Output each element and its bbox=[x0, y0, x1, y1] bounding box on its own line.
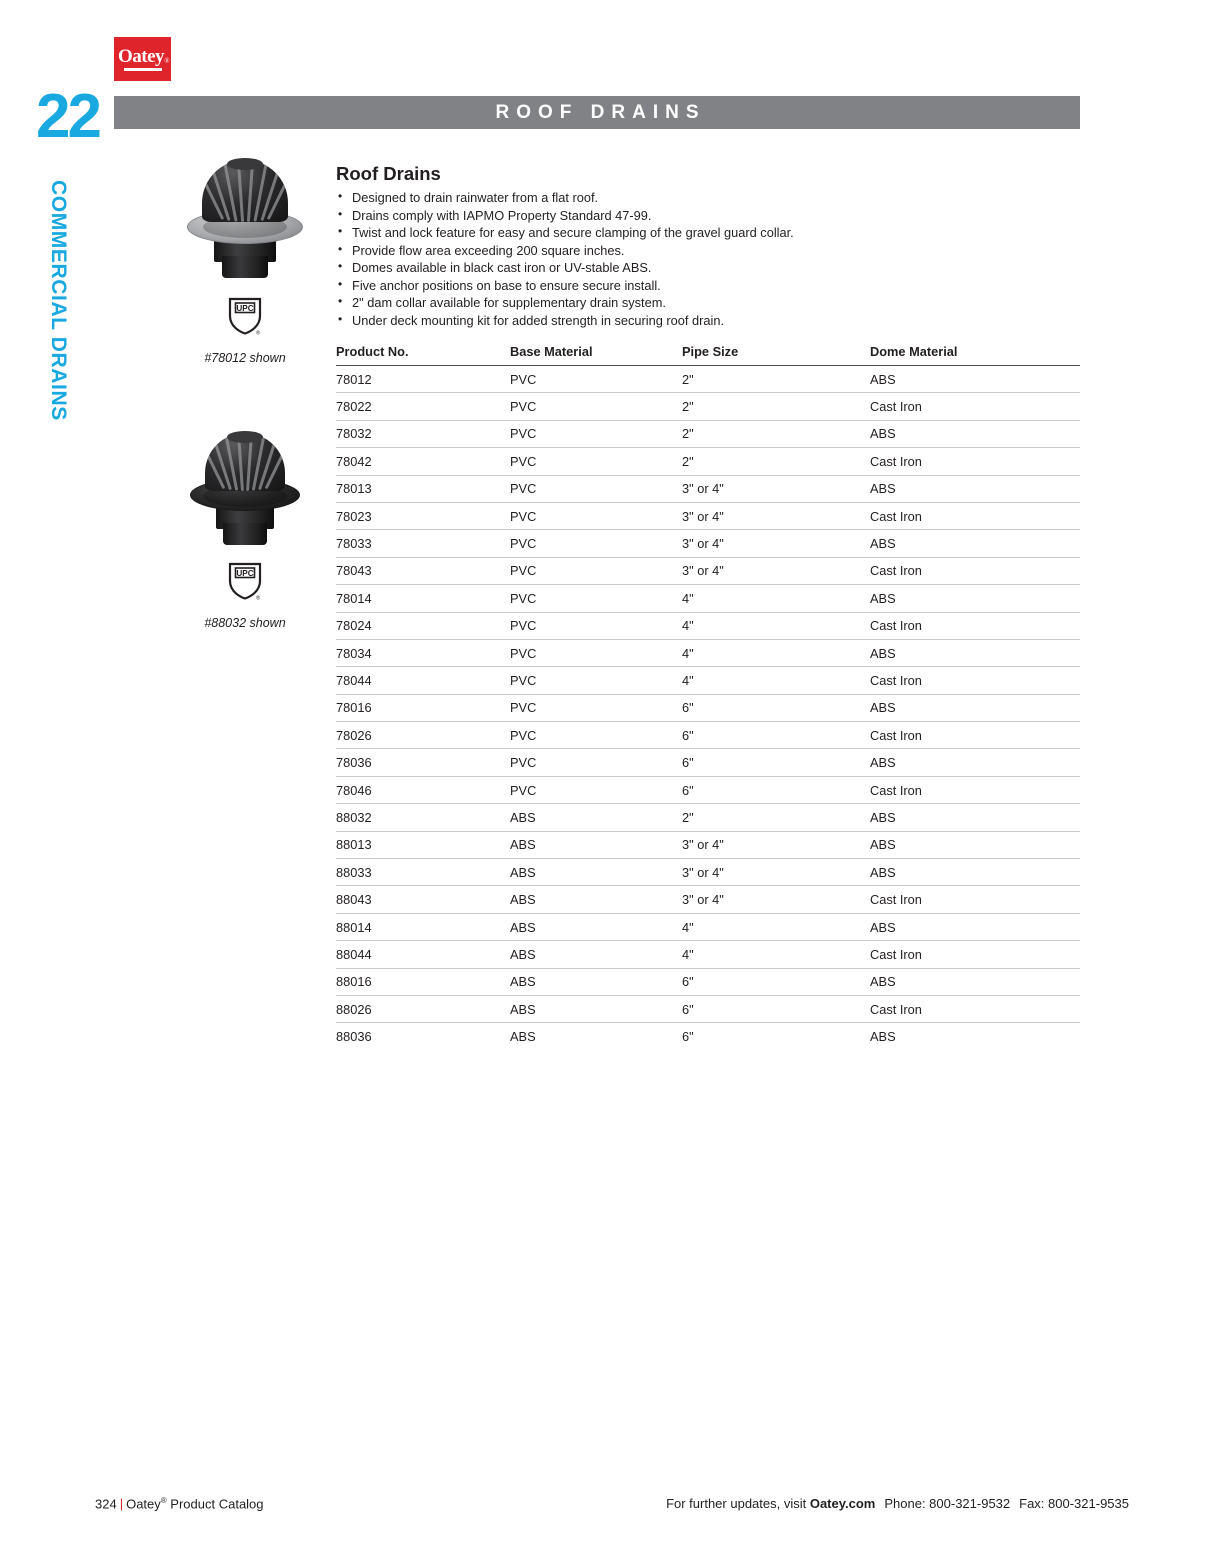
table-row bbox=[336, 831, 1080, 858]
cell-dome-material: ABS bbox=[870, 1029, 896, 1045]
cell-base-material: PVC bbox=[510, 639, 682, 666]
page-footer bbox=[0, 1496, 1224, 1520]
cell-pipe-size: 3" or 4" bbox=[682, 859, 870, 886]
cell-base-material: ABS bbox=[510, 1029, 536, 1045]
table-row bbox=[336, 776, 1080, 803]
table-row bbox=[336, 366, 1080, 393]
cell-dome-material: ABS bbox=[870, 913, 1080, 940]
cell-base-material: ABS bbox=[510, 968, 682, 995]
table-header bbox=[336, 344, 1080, 366]
table-row bbox=[336, 502, 1080, 529]
list-item: • 2" dam collar available for supplementary drain system. bbox=[336, 294, 1080, 312]
cell-product-no: 78012 bbox=[336, 366, 510, 393]
cell-product-no: 78044 bbox=[336, 667, 510, 694]
footer-right-text bbox=[666, 1496, 1129, 1511]
cell-dome-material: Cast Iron bbox=[870, 776, 1080, 803]
cell-product-no: 88026 bbox=[336, 995, 510, 1022]
drain-spigot bbox=[222, 256, 268, 278]
footer-fax: Fax: 800-321-9535 bbox=[1019, 1496, 1129, 1511]
cell-product-no: 78032 bbox=[336, 420, 510, 447]
cell-pipe-size: 3" or 4" bbox=[682, 502, 870, 529]
table-row bbox=[336, 913, 1080, 940]
cell-product-no: 78046 bbox=[336, 776, 510, 803]
list-item: • Drains comply with IAPMO Property Standard 47-99. bbox=[336, 207, 1080, 225]
cell-pipe-size: 2" bbox=[682, 804, 870, 831]
cell-dome-material: ABS bbox=[870, 475, 1080, 502]
cell-product-no: 78016 bbox=[336, 694, 510, 721]
list-item: • Designed to drain rainwater from a flat roof. bbox=[336, 189, 1080, 207]
oatey-logo-underline bbox=[124, 68, 162, 71]
product-figure-78012 bbox=[160, 160, 330, 365]
cell-product-no: 88014 bbox=[336, 913, 510, 940]
cell-product-no: 88044 bbox=[336, 941, 510, 968]
cell-base-material: ABS bbox=[510, 995, 682, 1022]
cell-dome-material: Cast Iron bbox=[870, 393, 1080, 420]
cell-pipe-size: 3" or 4" bbox=[682, 475, 870, 502]
oatey-logo bbox=[114, 37, 171, 81]
table-row bbox=[336, 530, 1080, 557]
cell-base-material: PVC bbox=[510, 694, 682, 721]
cell-pipe-size: 2" bbox=[682, 448, 870, 475]
cell-dome-material: ABS bbox=[870, 831, 1080, 858]
table-row bbox=[336, 859, 1080, 886]
cell-pipe-size: 4" bbox=[682, 913, 870, 940]
cell-base-material: PVC bbox=[510, 612, 682, 639]
cell-dome-material: Cast Iron bbox=[870, 886, 1080, 913]
svg-text:UPC: UPC bbox=[236, 568, 254, 578]
cell-dome-material: Cast Iron bbox=[870, 502, 1080, 529]
footer-catalog-suffix: Product Catalog bbox=[166, 1496, 264, 1512]
cell-product-no: 78014 bbox=[336, 585, 510, 612]
cell-dome-material: ABS bbox=[870, 420, 1080, 447]
cell-dome-material: ABS bbox=[870, 804, 1080, 831]
cell-base-material: PVC bbox=[510, 475, 682, 502]
table-header-row bbox=[336, 344, 1080, 366]
cell-dome-material: ABS bbox=[870, 639, 1080, 666]
cell-base-material: PVC bbox=[510, 393, 682, 420]
cell-pipe-size: 3" or 4" bbox=[682, 831, 870, 858]
drain-dome-cap bbox=[227, 431, 263, 443]
list-item: • Domes available in black cast iron or UV-stable ABS. bbox=[336, 259, 1080, 277]
table-row bbox=[336, 886, 1080, 913]
cell-base-material: PVC bbox=[510, 776, 682, 803]
table-row bbox=[336, 749, 1080, 776]
cell-product-no: 88013 bbox=[336, 831, 510, 858]
page-title: ROOF DRAINS bbox=[495, 101, 706, 123]
column-header-pipe-size: Pipe Size bbox=[682, 344, 870, 366]
cell-base-material: ABS bbox=[510, 859, 682, 886]
cell-dome-material: ABS bbox=[870, 366, 1080, 393]
cell-product-no: 78036 bbox=[336, 749, 510, 776]
cell-base-material: ABS bbox=[510, 913, 682, 940]
cell-pipe-size: 6" bbox=[682, 722, 870, 749]
product-figure-88032 bbox=[160, 433, 330, 630]
cell-pipe-size: 6" bbox=[682, 995, 870, 1022]
oatey-logo-registered-mark: ® bbox=[164, 57, 170, 65]
cell-dome-material: Cast Iron bbox=[870, 448, 1080, 475]
table-row bbox=[336, 667, 1080, 694]
cell-pipe-size: 4" bbox=[682, 941, 870, 968]
table-row bbox=[336, 612, 1080, 639]
footer-registered-mark: ® bbox=[160, 1496, 167, 1505]
cell-dome-material: ABS bbox=[870, 968, 1080, 995]
cell-product-no: 78023 bbox=[336, 502, 510, 529]
table-row bbox=[336, 804, 1080, 831]
table-body bbox=[336, 366, 1080, 1051]
column-header-base-material: Base Material bbox=[510, 344, 682, 366]
list-item: • Twist and lock feature for easy and secure clamping of the gravel guard collar. bbox=[336, 224, 1080, 242]
cell-product-no: 78042 bbox=[336, 448, 510, 475]
table-row bbox=[336, 941, 1080, 968]
section-number: 22 bbox=[36, 82, 99, 151]
cell-base-material: PVC bbox=[510, 502, 682, 529]
cell-pipe-size: 6" bbox=[682, 776, 870, 803]
cell-product-no: 78024 bbox=[336, 612, 510, 639]
table-row bbox=[336, 1023, 1080, 1050]
svg-text:®: ® bbox=[255, 330, 261, 336]
cell-pipe-size: 2" bbox=[682, 420, 870, 447]
cell-base-material: PVC bbox=[510, 366, 682, 393]
cell-pipe-size: 4" bbox=[682, 639, 870, 666]
table-row bbox=[336, 448, 1080, 475]
product-caption: #78012 shown bbox=[204, 351, 286, 365]
oatey-logo-wordmark: Oatey bbox=[117, 46, 165, 67]
svg-text:®: ® bbox=[255, 595, 261, 601]
feature-bullet-list bbox=[336, 189, 1080, 329]
drain-dome bbox=[205, 433, 285, 491]
cell-product-no: 78034 bbox=[336, 639, 510, 666]
cell-product-no: 78026 bbox=[336, 722, 510, 749]
upc-certification-icon bbox=[227, 561, 263, 601]
footer-updates-label: For further updates, visit bbox=[666, 1496, 810, 1511]
cell-base-material: ABS bbox=[510, 941, 682, 968]
table-row bbox=[336, 694, 1080, 721]
cell-dome-material: ABS bbox=[870, 530, 1080, 557]
cell-base-material: PVC bbox=[510, 530, 682, 557]
page-title-bar bbox=[114, 96, 1080, 129]
footer-separator: | bbox=[119, 1496, 124, 1512]
product-image-column bbox=[160, 160, 330, 630]
column-header-dome-material: Dome Material bbox=[870, 344, 1080, 366]
table-row bbox=[336, 475, 1080, 502]
cell-base-material: ABS bbox=[510, 886, 682, 913]
cell-product-no: 88016 bbox=[336, 968, 510, 995]
list-item: • Five anchor positions on base to ensure secure install. bbox=[336, 277, 1080, 295]
cell-dome-material: Cast Iron bbox=[870, 941, 1080, 968]
product-caption: #88032 shown bbox=[204, 616, 286, 630]
product-section-title: Roof Drains bbox=[336, 163, 441, 184]
table-row bbox=[336, 968, 1080, 995]
cell-dome-material: Cast Iron bbox=[870, 995, 1080, 1022]
cell-dome-material: Cast Iron bbox=[870, 722, 1080, 749]
cell-pipe-size: 6" bbox=[682, 694, 870, 721]
cell-dome-material: Cast Iron bbox=[870, 557, 1080, 584]
cell-product-no: 88036 bbox=[336, 1029, 372, 1045]
vertical-section-label bbox=[46, 180, 74, 420]
cell-product-no: 88032 bbox=[336, 804, 510, 831]
cell-base-material: PVC bbox=[510, 749, 682, 776]
table-row bbox=[336, 995, 1080, 1022]
table-row bbox=[336, 393, 1080, 420]
cell-pipe-size: 6" bbox=[682, 749, 870, 776]
cell-base-material: PVC bbox=[510, 585, 682, 612]
table-row bbox=[336, 557, 1080, 584]
svg-text:UPC: UPC bbox=[236, 303, 254, 313]
cell-pipe-size: 4" bbox=[682, 585, 870, 612]
cell-base-material: ABS bbox=[510, 831, 682, 858]
oatey-logo-text bbox=[117, 46, 170, 67]
footer-left-text bbox=[95, 1496, 264, 1511]
cell-base-material: ABS bbox=[510, 804, 682, 831]
cell-base-material: PVC bbox=[510, 420, 682, 447]
cell-pipe-size: 4" bbox=[682, 612, 870, 639]
cell-product-no: 88043 bbox=[336, 886, 510, 913]
list-item: • Provide flow area exceeding 200 square inches. bbox=[336, 242, 1080, 260]
cell-dome-material: ABS bbox=[870, 585, 1080, 612]
roof-drain-image bbox=[187, 160, 303, 280]
table-row bbox=[336, 722, 1080, 749]
cell-product-no: 78033 bbox=[336, 530, 510, 557]
footer-phone: Phone: 800-321-9532 bbox=[884, 1496, 1011, 1511]
product-specification-table bbox=[336, 344, 1080, 1050]
upc-certification-icon bbox=[227, 296, 263, 336]
cell-product-no: 78043 bbox=[336, 557, 510, 584]
cell-base-material: PVC bbox=[510, 722, 682, 749]
cell-pipe-size: 6" bbox=[682, 968, 870, 995]
vertical-section-label-text: COMMERCIAL DRAINS bbox=[47, 180, 70, 421]
drain-spigot bbox=[223, 523, 267, 545]
table-row bbox=[336, 585, 1080, 612]
cell-pipe-size: 3" or 4" bbox=[682, 530, 870, 557]
main-content bbox=[336, 163, 1080, 1050]
cell-dome-material: ABS bbox=[870, 694, 1080, 721]
cell-product-no: 88033 bbox=[336, 859, 510, 886]
list-item: • Under deck mounting kit for added strength in securing roof drain. bbox=[336, 312, 1080, 330]
footer-catalog-name: Oatey bbox=[126, 1496, 161, 1512]
table-row bbox=[336, 420, 1080, 447]
table-row bbox=[336, 639, 1080, 666]
cell-dome-material: Cast Iron bbox=[870, 612, 1080, 639]
drain-dome-cap bbox=[227, 158, 263, 170]
cell-dome-material: Cast Iron bbox=[870, 667, 1080, 694]
cell-pipe-size: 4" bbox=[682, 667, 870, 694]
drain-dome bbox=[202, 160, 288, 222]
cell-pipe-size: 2" bbox=[682, 366, 870, 393]
cell-pipe-size: 6" bbox=[682, 1029, 694, 1045]
cell-pipe-size: 2" bbox=[682, 393, 870, 420]
cell-product-no: 78022 bbox=[336, 393, 510, 420]
column-header-product-no: Product No. bbox=[336, 344, 510, 366]
footer-page-number: 324 bbox=[95, 1496, 117, 1512]
footer-website-link[interactable]: Oatey.com bbox=[809, 1496, 876, 1511]
cell-base-material: PVC bbox=[510, 557, 682, 584]
cell-base-material: PVC bbox=[510, 448, 682, 475]
cell-pipe-size: 3" or 4" bbox=[682, 886, 870, 913]
cell-product-no: 78013 bbox=[336, 475, 510, 502]
roof-drain-image bbox=[190, 433, 300, 545]
cell-base-material: PVC bbox=[510, 667, 682, 694]
cell-dome-material: ABS bbox=[870, 749, 1080, 776]
cell-pipe-size: 3" or 4" bbox=[682, 557, 870, 584]
cell-dome-material: ABS bbox=[870, 859, 1080, 886]
